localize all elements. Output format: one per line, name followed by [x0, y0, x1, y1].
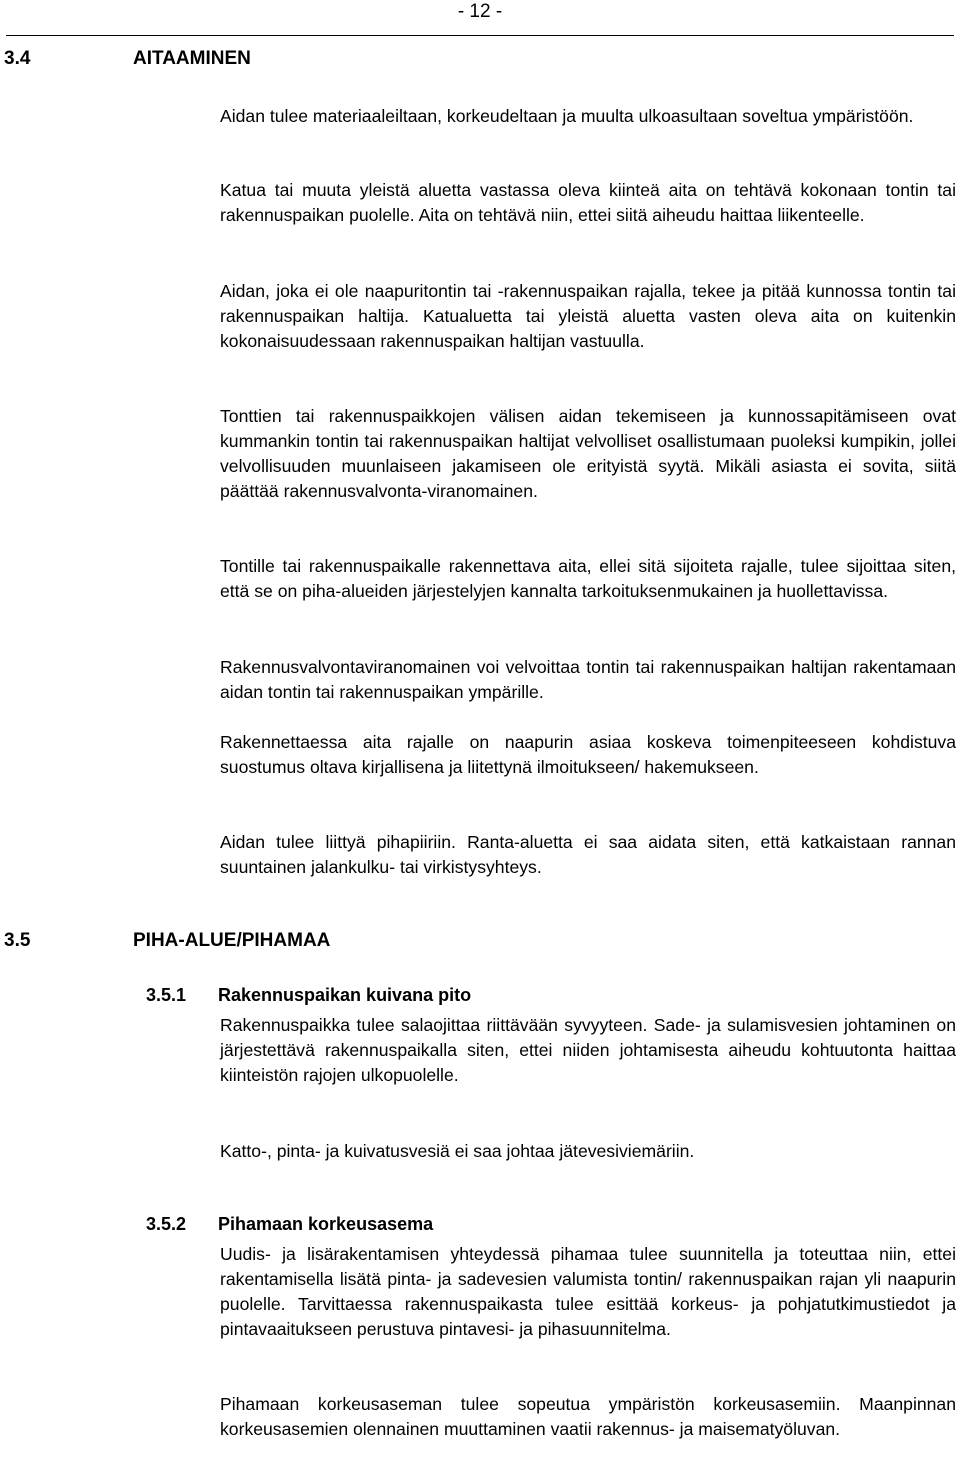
- subsection-title: Pihamaan korkeusasema: [218, 1214, 434, 1234]
- paragraph: Katua tai muuta yleistä aluetta vastassa oleva kiinteä aita on tehtävä kokonaan tontin tai rakennuspaikan puolelle. Aita on tehtävä niin, ettei siitä aiheudu haittaa liikenteelle.: [220, 180, 956, 225]
- subsection-heading-3-5-2: [146, 1212, 433, 1236]
- section-title: AITAAMINEN: [133, 48, 251, 69]
- section-heading-3-4: [4, 47, 251, 71]
- subsection-heading-3-5-1: [146, 983, 471, 1007]
- paragraph: Katto-, pinta- ja kuivatusvesiä ei saa johtaa jätevesiviemäriin.: [220, 1141, 695, 1161]
- paragraph: Aidan tulee materiaaleiltaan, korkeudeltaan ja muulta ulkoasultaan soveltua ympäristöön.: [220, 106, 914, 126]
- paragraph: Aidan, joka ei ole naapuritontin tai -rakennuspaikan rajalla, tekee ja pitää kunnossa tontin tai rakennuspaikan haltija. Katualuetta tai yleistä aluetta vasten oleva aita on kuitenkin kokonaisuudessaan rakennuspaikan haltijan vastuulla.: [220, 281, 956, 351]
- section-title: PIHA-ALUE/PIHAMAA: [133, 930, 331, 951]
- paragraph: Rakennusvalvontaviranomainen voi velvoittaa tontin tai rakennuspaikan haltijan rakentamaan aidan tontin tai rakennuspaikan ympärille.: [220, 657, 956, 702]
- paragraph: Tontille tai rakennuspaikalle rakennettava aita, ellei sitä sijoiteta rajalle, tulee sijoittaa siten, että se on piha-alueiden järjestelyjen kannalta tarkoituksenmukainen ja huollettavissa.: [220, 556, 956, 601]
- paragraph: Pihamaan korkeusaseman tulee sopeutua ympäristön korkeusasemiin. Maanpinnan korkeusasemien olennainen muuttaminen vaatii rakennus- ja maisematyöluvan.: [220, 1394, 956, 1439]
- subsection-number: 3.5.2: [146, 1214, 187, 1234]
- paragraph: Aidan tulee liittyä pihapiiriin. Ranta-aluetta ei saa aidata siten, että katkaistaan rannan suuntainen jalankulku- tai virkistysyhteys.: [220, 832, 956, 877]
- section-heading-3-5: [4, 929, 330, 953]
- paragraph: Rakennettaessa aita rajalle on naapurin asiaa koskeva toimenpiteeseen kohdistuva suostumus oltava kirjallisena ja liitettynä ilmoitukseen/ hakemukseen.: [220, 732, 956, 777]
- subsection-title: Rakennuspaikan kuivana pito: [218, 985, 472, 1005]
- page-number: - 12 -: [457, 1, 503, 22]
- section-number: 3.4: [4, 48, 31, 69]
- subsection-number: 3.5.1: [146, 985, 187, 1005]
- header-rule: [6, 35, 954, 36]
- section-number: 3.5: [4, 930, 31, 951]
- paragraph: Tonttien tai rakennuspaikkojen välisen aidan tekemiseen ja kunnossapitämiseen ovat kummankin tontin tai rakennuspaikan haltijat velvolliset osallistumaan puoleksi kumpikin, jollei velvollisuuden muunlaiseen jakamiseen ole erityistä syytä. Mikäli asiasta ei sovita, siitä päättää rakennusvalvonta-viranomainen.: [220, 406, 956, 501]
- paragraph: Rakennuspaikka tulee salaojittaa riittävään syvyyteen. Sade- ja sulamisvesien johtaminen on järjestettävä rakennuspaikalla siten, ettei niiden johtamisesta aiheudu kohtuutonta haittaa kiinteistön rajojen ulkopuolelle.: [220, 1015, 956, 1085]
- paragraph: Uudis- ja lisärakentamisen yhteydessä pihamaa tulee suunnitella ja toteuttaa niin, ettei rakentamisella lisätä pinta- ja sadevesien valumista tontin/ rakennuspaikan rajan yli naapurin puolelle. Tarvittaessa rakennuspaikasta tulee esittää korkeus- ja pohjatutkimustiedot ja pintavaaitukseen perustuva pintavesi- ja pihasuunnitelma.: [220, 1244, 956, 1339]
